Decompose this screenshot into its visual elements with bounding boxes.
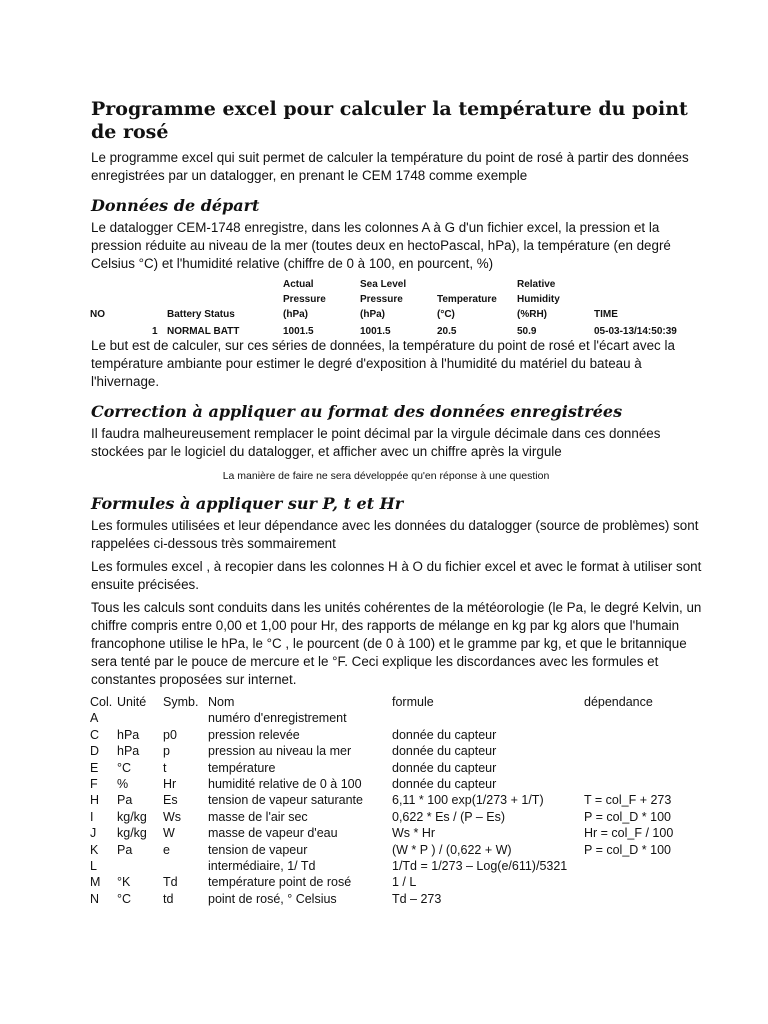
name-cell: numéro d'enregistrement <box>208 711 347 726</box>
unit-cell: hPa <box>117 744 140 759</box>
section2-paragraph: Il faudra malheureusement remplacer le point décimal par la virgule décimale dans ces données stockées par le logiciel du datalogger, et afficher avec un chiffre après la virgule <box>91 426 661 459</box>
formula-cell: Td – 273 <box>392 891 442 906</box>
formula-cell <box>392 710 584 726</box>
col-cell: C <box>90 727 100 742</box>
row-sea-level-pressure: 1001.5 <box>360 326 391 337</box>
symbol-cell: p <box>163 744 170 759</box>
header-sea-level: Sea Level <box>360 279 407 290</box>
table-row <box>90 743 694 759</box>
section3-paragraph-2: Les formules excel , à recopier dans les colonnes H à O du fichier excel et avec le format à utiliser sont ensuite précisées. <box>91 559 702 592</box>
formula-cell: 0,622 * Es / (P – Es) <box>392 809 506 824</box>
section3-paragraph-3: Tous les calculs sont conduits dans les unités cohérentes de la météorologie (le Pa, le degré Kelvin, un chiffre compris entre 0,00 et 1,00 pour Hr, des rapports de mélange en kg par kg alors que l'humain francophone utilise le hPa, le °C , le pourcent (de 0 à 100) et le gramme par kg, et que le britannique sera tenté par le pouce de mercure et le °F. Ceci explique les discordances avec les formules et constantes proposées sur internet. <box>91 600 702 687</box>
header-humidity: Humidity <box>517 294 560 305</box>
name-cell: température <box>208 760 276 775</box>
name-cell: pression relevée <box>208 727 300 742</box>
formula-cell: 1 / L <box>392 875 417 890</box>
formula-cell: 1/Td = 1/273 – Log(e/611)/5321 <box>392 859 568 874</box>
dependency-cell: P = col_D * 100 <box>584 842 671 857</box>
dependency-cell <box>584 874 694 890</box>
unit-cell: °C <box>117 891 132 906</box>
formula-cell: donnée du capteur <box>392 777 497 792</box>
name-cell: masse de l'air sec <box>208 809 308 824</box>
dependency-cell <box>584 776 694 792</box>
section-heading-formules: Formules à appliquer sur P, t et Hr <box>91 494 404 513</box>
header-no: NO <box>90 309 105 320</box>
header-hpa: (hPa) <box>360 309 385 320</box>
symbol-cell: Td <box>163 875 178 890</box>
col-cell: D <box>90 744 100 759</box>
intro-paragraph: Le programme excel qui suit permet de calculer la température du point de rosé à partir des données enregistrées par un datalogger, en prenant le CEM 1748 comme exemple <box>91 150 689 183</box>
name-cell: tension de vapeur <box>208 842 308 857</box>
name-cell: masse de vapeur d'eau <box>208 826 338 841</box>
formula-cell: (W * P ) / (0,622 + W) <box>392 842 512 857</box>
table-row <box>90 727 694 743</box>
row-temperature: 20.5 <box>437 326 457 337</box>
dependency-cell <box>584 710 694 726</box>
col-cell: I <box>90 809 94 824</box>
col-cell: E <box>90 760 99 775</box>
formula-table <box>90 694 694 907</box>
table-row <box>90 760 694 776</box>
col-cell: L <box>90 859 97 874</box>
header-pressure: Pressure <box>283 294 326 305</box>
col-cell: K <box>90 842 99 857</box>
formula-cell: donnée du capteur <box>392 744 497 759</box>
formula-table-header <box>90 694 694 710</box>
unit-header: Unité <box>117 695 147 709</box>
row-actual-pressure: 1001.5 <box>283 326 314 337</box>
table-row <box>90 842 694 858</box>
unit-cell: Pa <box>117 793 133 808</box>
symbol-cell: p0 <box>163 727 177 742</box>
section3-paragraph-1: Les formules utilisées et leur dépendance avec les données du datalogger (source de problèmes) sont rappelées ci-dessous très sommairement <box>91 518 699 551</box>
unit-cell <box>117 858 163 874</box>
header-degc: (°C) <box>437 309 455 320</box>
col-header: Col. <box>90 695 113 709</box>
unit-cell <box>117 710 163 726</box>
symbol-header: Symb. <box>163 695 199 709</box>
datalogger-table <box>86 277 711 337</box>
name-cell: intermédiaire, 1/ Td <box>208 859 316 874</box>
formula-table-body <box>90 710 694 907</box>
header-temperature: Temperature <box>437 294 497 305</box>
col-cell: H <box>90 793 100 808</box>
section1-after-paragraph: Le but est de calculer, sur ces séries de données, la température du point de rosé et l'écart avec la température ambiante pour estimer le degré d'exposition à l'humidité du matériel du bateau à l'hivernage. <box>91 338 675 389</box>
row-no: 1 <box>152 326 158 337</box>
name-cell: point de rosé, ° Celsius <box>208 891 337 906</box>
name-cell: tension de vapeur saturante <box>208 793 363 808</box>
dependency-cell: P = col_D * 100 <box>584 809 671 824</box>
table-row <box>90 874 694 890</box>
table-row <box>90 891 694 907</box>
section-heading-correction: Correction à appliquer au format des données enregistrées <box>91 402 623 421</box>
row-time: 05-03-13/14:50:39 <box>594 326 677 337</box>
section1-paragraph: Le datalogger CEM-1748 enregistre, dans les colonnes A à G d'un fichier excel, la pression et la pression réduite au niveau de la mer (toutes deux en hectoPascal, hPa), la température (en degré Celsius °C) et l'humidité relative (chiffre de 0 à 100, en pourcent, %) <box>91 220 671 271</box>
header-rh: (%RH) <box>517 309 547 320</box>
question-note: La manière de faire ne sera développée qu'en réponse à une question <box>222 470 550 482</box>
table-row <box>90 858 694 874</box>
dependency-cell <box>584 891 694 907</box>
name-cell: pression au niveau la mer <box>208 744 352 759</box>
unit-cell: % <box>117 777 129 792</box>
document-page <box>91 98 711 907</box>
unit-cell: °K <box>117 875 131 890</box>
row-battery: NORMAL BATT <box>167 326 240 337</box>
col-cell: A <box>90 711 99 726</box>
col-cell: N <box>90 891 100 906</box>
header-relative: Relative <box>517 279 556 290</box>
name-cell: température point de rosé <box>208 875 352 890</box>
table-row <box>90 710 694 726</box>
unit-cell: hPa <box>117 727 140 742</box>
unit-cell: Pa <box>117 842 133 857</box>
symbol-cell: Es <box>163 793 178 808</box>
name-header: Nom <box>208 695 235 709</box>
symbol-cell: Ws <box>163 809 182 824</box>
name-cell: humidité relative de 0 à 100 <box>208 777 362 792</box>
symbol-cell: e <box>163 842 170 857</box>
header-hpa: (hPa) <box>283 309 308 320</box>
symbol-cell: t <box>163 760 167 775</box>
dependency-cell <box>584 858 694 874</box>
table-row <box>90 809 694 825</box>
formula-cell: donnée du capteur <box>392 760 497 775</box>
col-cell: F <box>90 777 98 792</box>
table-row <box>90 792 694 808</box>
row-humidity: 50.9 <box>517 326 537 337</box>
col-cell: J <box>90 826 97 841</box>
symbol-cell: td <box>163 891 174 906</box>
dependency-cell <box>584 727 694 743</box>
page-title: Programme excel pour calculer la température du point de rosé <box>91 98 688 143</box>
symbol-cell <box>163 858 208 874</box>
unit-cell: kg/kg <box>117 826 147 841</box>
header-battery-status: Battery Status <box>167 309 235 320</box>
symbol-cell <box>163 710 208 726</box>
symbol-cell: W <box>163 826 175 841</box>
dependency-header: dépendance <box>584 695 653 709</box>
header-time: TIME <box>594 309 618 320</box>
dependency-cell <box>584 743 694 759</box>
dependency-cell: Hr = col_F / 100 <box>584 826 674 841</box>
section-heading-donnees: Données de départ <box>91 196 260 215</box>
unit-cell: kg/kg <box>117 809 147 824</box>
formula-cell: 6,11 * 100 exp(1/273 + 1/T) <box>392 793 544 808</box>
table-row <box>90 825 694 841</box>
formula-cell: Ws * Hr <box>392 826 436 841</box>
table-row <box>90 776 694 792</box>
symbol-cell: Hr <box>163 777 177 792</box>
dependency-cell <box>584 760 694 776</box>
col-cell: M <box>90 875 101 890</box>
unit-cell: °C <box>117 760 132 775</box>
formula-cell: donnée du capteur <box>392 727 497 742</box>
header-pressure: Pressure <box>360 294 403 305</box>
formula-header: formule <box>392 695 434 709</box>
header-actual: Actual <box>283 279 314 290</box>
dependency-cell: T = col_F + 273 <box>584 793 672 808</box>
